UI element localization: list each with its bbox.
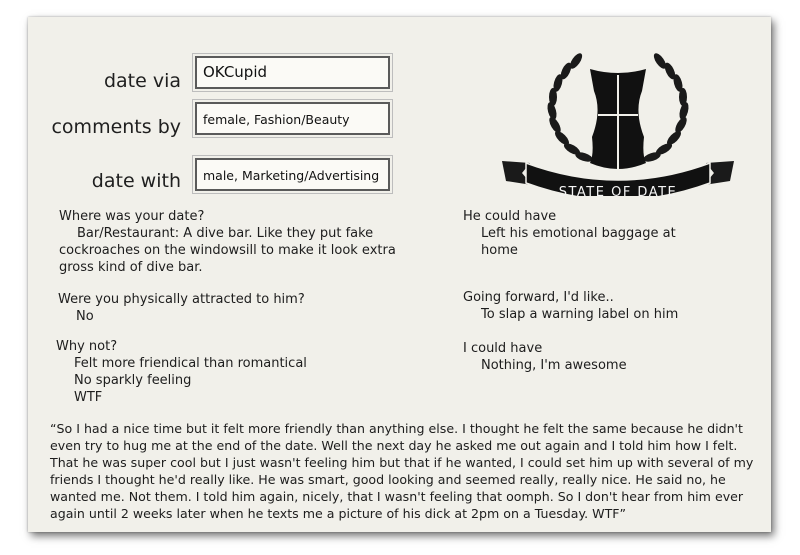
answer-line: No sparkly feeling <box>74 373 192 388</box>
state-of-date-logo <box>498 51 738 196</box>
answer-line: To slap a warning label on him <box>481 307 679 322</box>
right-qa-2 <box>463 289 743 323</box>
answer-line: Left his emotional baggage at <box>481 226 676 241</box>
corset-icon <box>590 69 646 169</box>
question-could-have: He could have <box>463 209 557 224</box>
laurel-right-icon <box>642 51 690 163</box>
story-quote: “So I had a nice time but it felt more friendly than anything else. I thought he felt the same because he didn't even try to hug me at the end of the date. Well the next day he asked me out again and I told him how I felt. That he was super cool but I just wasn't feeling him but that if he wanted, I could set him up with several of my friends I thought he'd really like. He was smart, good looking and seemed really, really nice. He said no, he wanted me. Not them. I told him again, nicely, that I wasn't feeling that oomph. So I don't hear from him ever again until 2 weeks later when he texts me a picture of his dick at 2pm on a Tuesday. WTF” <box>50 421 754 521</box>
answer-line: Bar/Restaurant: A dive bar. Like they put fake <box>77 226 374 241</box>
laurel-left-icon <box>546 51 594 163</box>
question-i-could-have: I could have <box>463 341 543 356</box>
answer-line: No <box>76 309 94 324</box>
left-qa-1 <box>59 208 419 276</box>
question-going-forward: Going forward, I'd like.. <box>463 290 614 305</box>
date-card <box>28 17 771 532</box>
date-with-field: male, Marketing/Advertising <box>195 158 390 191</box>
date-with-label: date with <box>91 170 181 192</box>
answer-line: cockroaches on the windowsill to make it look extra <box>59 243 396 258</box>
date-via-field: OKCupid <box>195 56 390 89</box>
right-qa-3 <box>463 340 743 374</box>
date-via-label: date via <box>103 70 181 92</box>
banner-text: STATE OF DATE <box>558 185 678 196</box>
question-attracted: Were you physically attracted to him? <box>58 292 305 307</box>
answer-line: WTF <box>74 390 103 405</box>
right-qa-1 <box>463 208 743 259</box>
answer-line: gross kind of dive bar. <box>59 260 203 275</box>
comments-by-label: comments by <box>51 116 181 138</box>
answer-line: home <box>481 243 518 258</box>
answer-line: Nothing, I'm awesome <box>481 358 627 373</box>
question-where: Where was your date? <box>59 209 205 224</box>
left-qa-2 <box>58 291 418 325</box>
answer-line: Felt more friendical than romantical <box>74 356 307 371</box>
question-why-not: Why not? <box>56 339 118 354</box>
left-qa-3 <box>56 338 416 406</box>
comments-by-field: female, Fashion/Beauty <box>195 102 390 135</box>
